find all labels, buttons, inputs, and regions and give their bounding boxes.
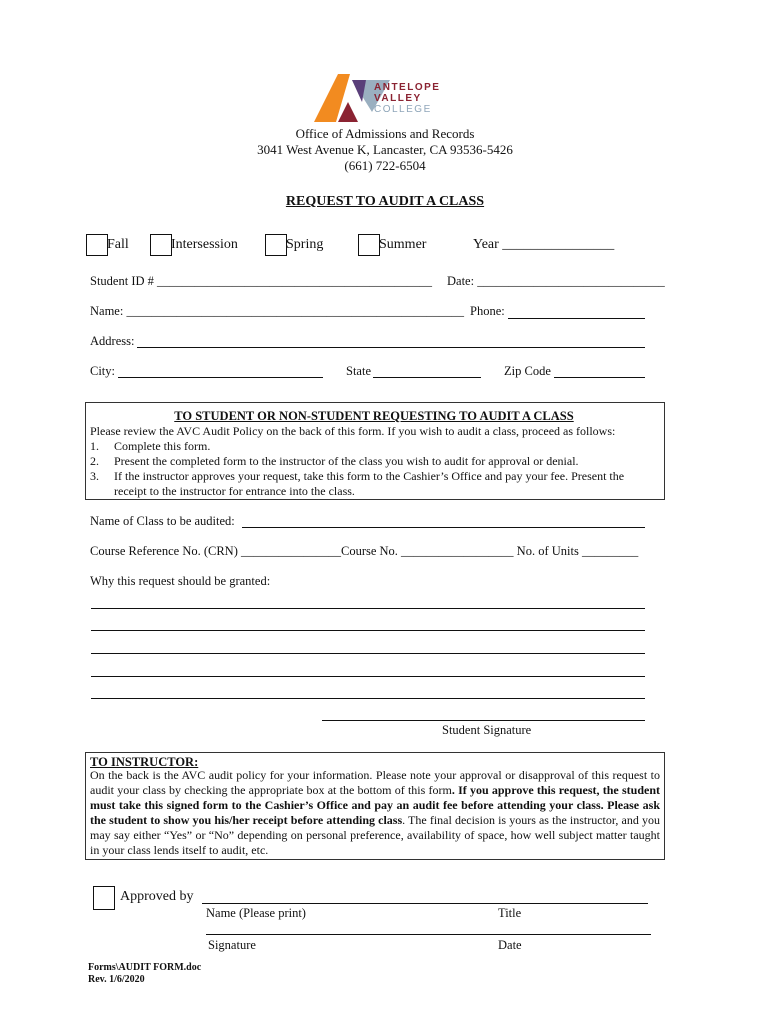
instructor-text-1-end: . xyxy=(451,783,455,797)
office-header xyxy=(0,126,770,174)
why-label: Why this request should be granted: xyxy=(90,574,271,588)
title-label: Title xyxy=(498,906,522,920)
phone-input-line[interactable] xyxy=(508,318,645,319)
state-input-line[interactable] xyxy=(373,377,481,378)
instructor-text-1: On the back is the AVC audit policy for your information. Please note your approval or disapproval of this request to audit your class by checking the appropriate box at the bottom of this form xyxy=(90,768,660,797)
footer-filename: Forms\AUDIT FORM.doc xyxy=(88,962,202,973)
step-3-continuation: receipt to the instructor for entrance into the class. xyxy=(114,484,355,498)
fall-label: Fall xyxy=(107,237,129,252)
logo-wordmark xyxy=(374,82,440,115)
approved-by-name-line[interactable] xyxy=(202,903,648,904)
spring-label: Spring xyxy=(286,237,324,252)
reason-line-1[interactable] xyxy=(91,608,645,609)
spring-checkbox[interactable] xyxy=(265,234,287,256)
date-field[interactable]: Date: ______________________________ xyxy=(447,274,665,288)
summer-label: Summer xyxy=(379,237,427,252)
signature-line[interactable] xyxy=(206,934,651,935)
instructor-heading: TO INSTRUCTOR: xyxy=(90,755,199,769)
logo-word-antelope: ANTELOPE xyxy=(374,82,441,93)
step-2-text: Present the completed form to the instructor of the class you wish to audit for approval or denial. xyxy=(114,454,579,468)
name-print-label: Name (Please print) xyxy=(206,906,306,920)
step-3-number: 3. xyxy=(90,469,99,483)
instructor-text-2: . The final decision is yours as the instructor, and you may say either “Yes” or “No” depending on personal preference, availability of space, how well subject matter taught in your class lends itself to audit, etc. xyxy=(90,813,660,857)
reason-line-2[interactable] xyxy=(91,630,645,631)
course-info-fields[interactable]: Course Reference No. (CRN) ________________Course No. __________________ No. of Units _________ xyxy=(90,544,639,558)
phone-label: Phone: xyxy=(470,304,505,318)
college-logo xyxy=(312,72,472,124)
footer-revision: Rev. 1/6/2020 xyxy=(88,974,145,985)
city-label: City: xyxy=(90,364,116,378)
reason-line-3[interactable] xyxy=(91,653,645,654)
form-title: REQUEST TO AUDIT A CLASS xyxy=(285,194,485,209)
office-phone: (661) 722-6504 xyxy=(344,158,426,173)
class-name-input-line[interactable] xyxy=(242,527,645,528)
approved-checkbox[interactable] xyxy=(93,886,115,910)
year-field[interactable]: Year ________________ xyxy=(473,237,615,252)
step-3-text: If the instructor approves your request, take this form to the Cashier’s Office and pay your fee. Present the xyxy=(114,469,625,483)
summer-checkbox[interactable] xyxy=(358,234,380,256)
signature-label: Signature xyxy=(208,938,256,952)
student-id-field[interactable]: Student ID # ____________________________________________ xyxy=(90,274,433,288)
office-address: 3041 West Avenue K, Lancaster, CA 93536-5426 xyxy=(257,142,513,157)
intersession-label: Intersession xyxy=(171,237,238,252)
step-2-number: 2. xyxy=(90,454,99,468)
student-notice-intro: Please review the AVC Audit Policy on the back of this form. If you wish to audit a class, proceed as follows: xyxy=(90,424,616,438)
name-field[interactable]: Name: ______________________________________________________ xyxy=(90,304,464,318)
zip-label: Zip Code xyxy=(504,364,551,378)
date-label: Date xyxy=(498,938,522,952)
intersession-checkbox[interactable] xyxy=(150,234,172,256)
class-name-label: Name of Class to be audited: xyxy=(90,514,235,528)
instructor-text-bold: If you approve this request, the student must take this signed form to the Cashier’s Office and pay an audit fee before attending your class. Please ask the student to show you his/her receipt before attending class xyxy=(90,783,660,827)
fall-checkbox[interactable] xyxy=(86,234,108,256)
logo-word-valley: VALLEY xyxy=(374,93,422,104)
approved-by-label: Approved by xyxy=(120,889,194,904)
office-name: Office of Admissions and Records xyxy=(295,126,475,141)
student-notice-heading: TO STUDENT OR NON-STUDENT REQUESTING TO AUDIT A CLASS xyxy=(174,409,574,423)
city-input-line[interactable] xyxy=(118,377,323,378)
step-1-number: 1. xyxy=(90,439,99,453)
step-1-text: Complete this form. xyxy=(114,439,211,453)
student-signature-line[interactable] xyxy=(322,720,645,721)
reason-line-4[interactable] xyxy=(91,676,645,677)
logo-word-college: COLLEGE xyxy=(374,104,432,115)
zip-input-line[interactable] xyxy=(554,377,645,378)
address-input-line[interactable] xyxy=(137,347,645,348)
instructor-text xyxy=(90,768,660,858)
reason-line-5[interactable] xyxy=(91,698,645,699)
state-label: State xyxy=(346,364,371,378)
address-label: Address: xyxy=(90,334,135,348)
student-signature-label: Student Signature xyxy=(442,723,532,737)
